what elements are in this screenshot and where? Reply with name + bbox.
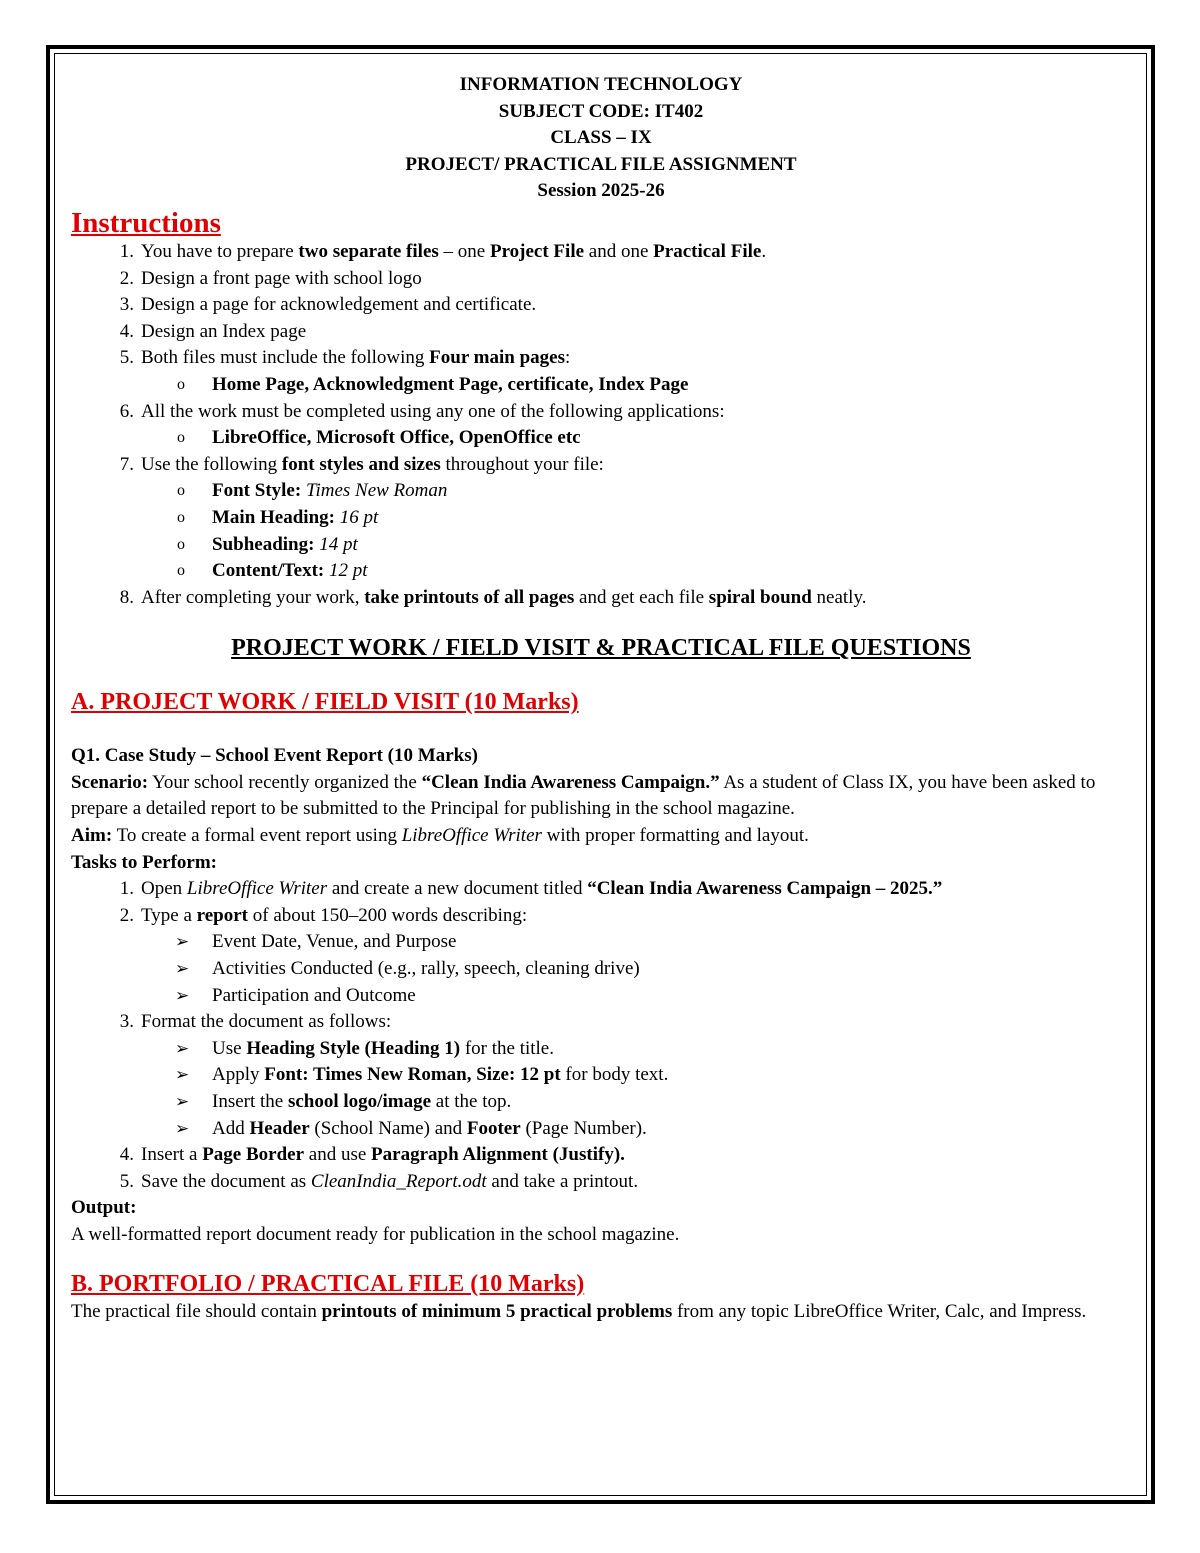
arrow-bullet-icon: ➢ [175,932,190,952]
list-item: 4. Insert a Page Border and use Paragraph Alignment (Justify). [119,1144,625,1166]
document-page [71,72,1131,1325]
sub-list-item: o Home Page, Acknowledgment Page, certificate, Index Page [71,372,1131,399]
instructions-list-cont [71,585,1131,612]
section-b-paragraph: The practical file should contain printouts of minimum 5 practical problems from any topic LibreOffice Writer, Calc, and Impress. [71,1300,1087,1322]
arrow-list-item: ➢ Activities Conducted (e.g., rally, speech, cleaning drive) [71,956,1131,983]
font-style-list [71,478,1131,584]
instructions-list [71,239,1131,372]
section-a-body [71,743,1131,1248]
list-item: 8. After completing your work, take printouts of all pages and get each file spiral bound neatly. [119,586,867,608]
list-item: 5. Both files must include the following Four main pages: [119,347,571,369]
arrow-bullet-icon: ➢ [175,959,190,979]
arrow-bullet-icon: ➢ [175,985,190,1005]
instructions-list-cont [71,399,1131,426]
list-item: 2. Type a report of about 150–200 words describing: [119,904,528,926]
header-session: Session 2025-26 [537,180,665,202]
q1-title: Q1. Case Study – School Event Report (10 Marks) [71,745,478,767]
list-item: 1. You have to prepare two separate files – one Project File and one Practical File. [119,240,767,262]
arrow-list [71,1036,1131,1142]
list-item: 7. Use the following font styles and sizes throughout your file: [119,453,604,475]
tasks-label: Tasks to Perform: [71,851,217,873]
sub-list [71,425,1131,452]
header-subject: INFORMATION TECHNOLOGY [459,74,743,95]
arrow-list-item: ➢ Add Header (School Name) and Footer (Page Number). [71,1116,1131,1143]
aim-paragraph: Aim: To create a formal event report using LibreOffice Writer with proper formatting and layout. [71,825,809,847]
bullet-icon: o [177,508,185,526]
arrow-list-item: ➢ Participation and Outcome [71,983,1131,1010]
tasks-list-cont [71,1009,1131,1036]
instructions-title: Instructions [71,206,221,239]
list-item: 1. Open LibreOffice Writer and create a new document titled “Clean India Awareness Campaign – 2025.” [119,878,943,900]
sub-list-item: o Font Style: Times New Roman [71,478,1131,505]
section-a-heading: A. PROJECT WORK / FIELD VISIT (10 Marks) [71,689,579,716]
bullet-icon: o [177,562,185,580]
header-assignment: PROJECT/ PRACTICAL FILE ASSIGNMENT [405,153,797,175]
header-subject-code: SUBJECT CODE: IT402 [498,100,704,122]
arrow-list [71,929,1131,1009]
arrow-bullet-icon: ➢ [175,1065,190,1085]
bullet-icon: o [177,482,185,500]
section-b-heading: B. PORTFOLIO / PRACTICAL FILE (10 Marks) [71,1270,585,1297]
list-item: 3. Format the document as follows: [119,1011,392,1033]
tasks-list [71,876,1131,929]
bullet-icon: o [177,429,185,447]
list-item: 4. Design an Index page [119,320,307,342]
scenario-paragraph: Scenario: Your school recently organized the “Clean India Awareness Campaign.” As a student of Class IX, you have been asked to prepare a detailed report to be submitted to the Principal for publishing in the school magazine. [71,771,1096,820]
arrow-list-item: ➢ Event Date, Venue, and Purpose [71,929,1131,956]
arrow-bullet-icon: ➢ [175,1118,190,1138]
bullet-icon: o [177,535,185,553]
list-item: 6. All the work must be completed using any one of the following applications: [119,400,725,422]
document-header [71,72,1131,205]
sub-list-item: o Main Heading: 16 pt [71,505,1131,532]
bullet-icon: o [177,375,185,393]
arrow-list-item: ➢ Use Heading Style (Heading 1) for the title. [71,1036,1131,1063]
sub-list [71,372,1131,399]
arrow-list-item: ➢ Apply Font: Times New Roman, Size: 12 pt for body text. [71,1062,1131,1089]
main-heading: PROJECT WORK / FIELD VISIT & PRACTICAL FILE QUESTIONS [231,635,971,662]
output-label: Output: [71,1197,137,1219]
arrow-bullet-icon: ➢ [175,1092,190,1111]
instructions-list-cont [71,452,1131,479]
header-class: CLASS – IX [550,127,652,149]
list-item: 5. Save the document as CleanIndia_Report.odt and take a printout. [119,1170,639,1192]
sub-list-item: o LibreOffice, Microsoft Office, OpenOffice etc [71,425,1131,452]
arrow-list-item: ➢ Insert the school logo/image at the top. [71,1089,1131,1116]
output-text: A well-formatted report document ready for publication in the school magazine. [71,1223,680,1245]
tasks-list-cont [71,1142,1131,1195]
arrow-bullet-icon: ➢ [175,1038,190,1058]
list-item: 2. Design a front page with school logo [119,267,422,289]
sub-list-item: o Subheading: 14 pt [71,532,1131,559]
list-item: 3. Design a page for acknowledgement and certificate. [119,294,537,316]
sub-list-item: o Content/Text: 12 pt [71,558,1131,585]
